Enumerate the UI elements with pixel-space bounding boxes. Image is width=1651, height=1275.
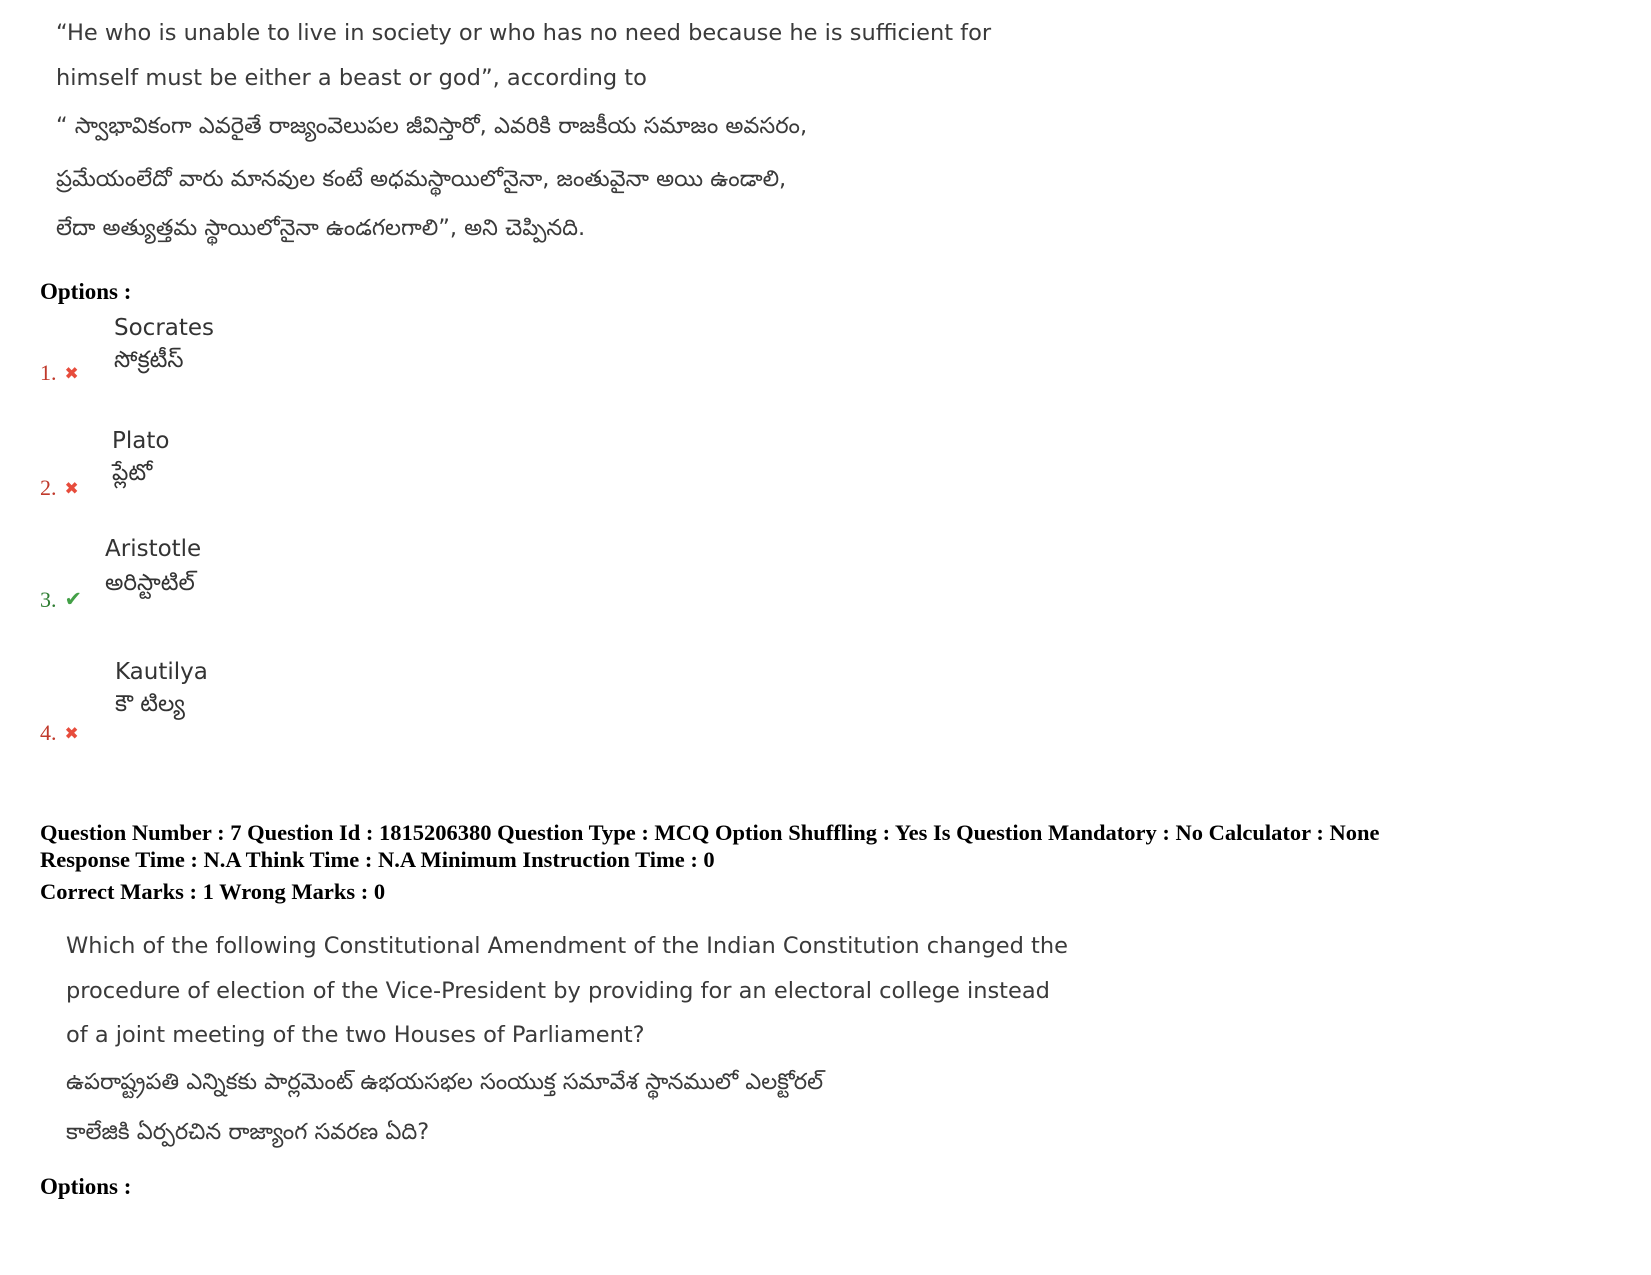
option-4-number (40, 720, 79, 746)
option-number: 2. (40, 475, 57, 500)
option-2-label[interactable] (112, 427, 169, 487)
question-line: లేదా అత్యుత్తమ స్థాయిలోనైనా ఉండగలగాలి”, అని చెప్పినది. (56, 215, 586, 241)
option-text-te: ప్లేటో (112, 460, 153, 486)
option-text-en: Socrates (114, 315, 215, 341)
option-number: 4. (40, 720, 57, 745)
question-7-marks: Correct Marks : 1 Wrong Marks : 0 (40, 879, 386, 904)
question-6-text (56, 0, 1056, 260)
option-1-label[interactable] (114, 314, 214, 374)
question-line: “ స్వాభావికంగా ఎవరైతే రాజ్యంవెలుపల జీవిస్తారో, ఎవరికి రాజకీయ సమాజం అవసరం, (56, 113, 808, 139)
question-line: ప్రమేయంలేదో వారు మానవుల కంటే అధమస్థాయిలోనైనా, జంతువైనా అయి ఉండాలి, (56, 166, 787, 192)
option-number: 1. (40, 360, 57, 385)
option-text-te: సోక్రటీస్ (114, 347, 184, 373)
question-7-meta-line-2: Response Time : N.A Think Time : N.A Minimum Instruction Time : 0 (40, 847, 715, 872)
option-3-number (40, 587, 82, 613)
option-3-label[interactable] (105, 535, 201, 597)
option-text-en: Plato (112, 428, 170, 454)
question-7-text (66, 920, 1086, 1160)
cross-icon: ✖ (64, 479, 79, 498)
question-line: ఉపరాష్ట్రపతి ఎన్నికకు పార్లమెంట్ ఉభయసభల సంయుక్త సమావేశ స్థానములో ఎలక్టోరల్ (66, 1069, 824, 1095)
question-7-meta-line-1: Question Number : 7 Question Id : 1815206380 Question Type : MCQ Option Shuffling : Yes Is Question Mandatory : No Calculator : None (40, 820, 1380, 845)
option-text-te: అరిస్టాటిల్ (105, 570, 195, 596)
options-heading: Options : (40, 279, 132, 304)
option-1-number (40, 360, 79, 386)
option-text-en: Aristotle (105, 536, 202, 562)
options-heading: Options : (40, 1174, 132, 1199)
option-text-en: Kautilya (115, 659, 208, 685)
cross-icon: ✖ (64, 724, 79, 743)
option-text-te: కౌ టిల్య (115, 691, 185, 717)
option-number: 3. (40, 587, 57, 612)
question-line: himself must be either a beast or god”, according to (56, 65, 647, 91)
question-line: procedure of election of the Vice-President by providing for an electoral college instead (66, 978, 1050, 1004)
option-2-number (40, 475, 79, 501)
question-line: కాలేజికి ఏర్పరచిన రాజ్యాంగ సవరణ ఏది? (66, 1119, 430, 1145)
check-icon: ✔ (64, 587, 83, 611)
option-4-label[interactable] (115, 658, 208, 718)
cross-icon: ✖ (64, 364, 79, 383)
question-line: of a joint meeting of the two Houses of Parliament? (66, 1022, 645, 1048)
question-line: Which of the following Constitutional Amendment of the Indian Constitution changed the (66, 933, 1068, 959)
question-line: “He who is unable to live in society or who has no need because he is sufficient for (56, 20, 992, 46)
